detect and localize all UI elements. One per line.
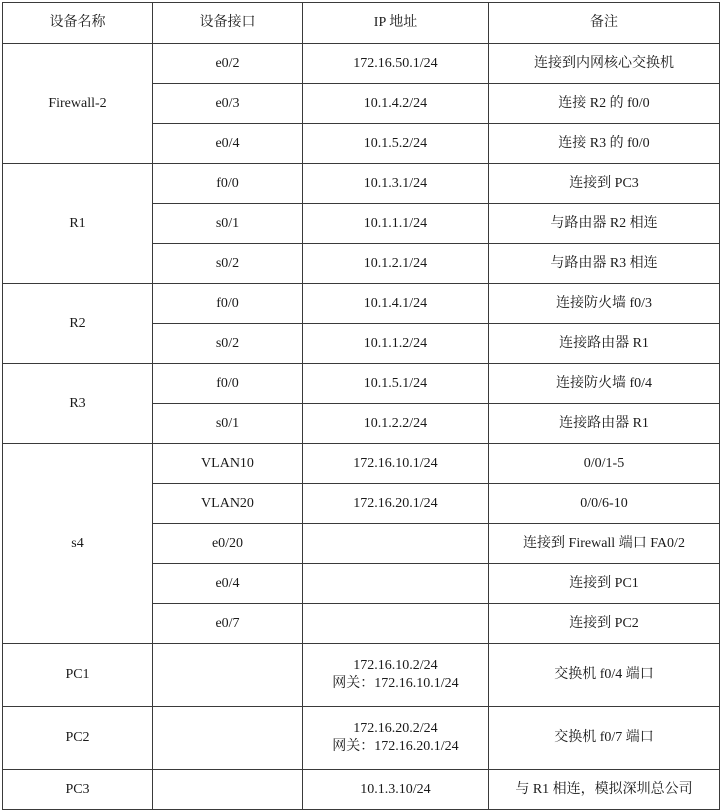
remark-cell: 连接到内网核心交换机: [489, 44, 720, 84]
ip-address-cell: 172.16.50.1/24: [303, 44, 489, 84]
table-row: [3, 707, 720, 770]
interface-cell: f0/0: [153, 284, 303, 324]
interface-cell: e0/7: [153, 604, 303, 644]
remark-cell: 连接 R2 的 f0/0: [489, 84, 720, 124]
remark-cell: 与路由器 R2 相连: [489, 204, 720, 244]
ip-address-cell: 10.1.4.2/24: [303, 84, 489, 124]
ip-address-cell: 10.1.3.1/24: [303, 164, 489, 204]
table-body: [3, 44, 720, 810]
interface-cell: s0/1: [153, 204, 303, 244]
table-row: [3, 44, 720, 84]
gateway-line: 网关：172.16.20.1/24: [332, 739, 459, 754]
device-name-cell-s4: s4: [3, 444, 153, 644]
remark-cell: 连接 R3 的 f0/0: [489, 124, 720, 164]
remark-cell: 与 R1 相连，模拟深圳总公司: [489, 770, 720, 810]
ip-address-cell: 10.1.4.1/24: [303, 284, 489, 324]
table-row: [3, 644, 720, 707]
device-name-cell-r1: R1: [3, 164, 153, 284]
ip-address-cell: [303, 524, 489, 564]
device-name-cell-r2: R2: [3, 284, 153, 364]
ip-address-cell: 10.1.5.1/24: [303, 364, 489, 404]
ip-address-cell: [303, 604, 489, 644]
ip-address-cell: [303, 644, 489, 707]
interface-cell: e0/20: [153, 524, 303, 564]
device-name-cell-pc1: PC1: [3, 644, 153, 707]
ip-address-cell: 172.16.10.1/24: [303, 444, 489, 484]
table-row: [3, 770, 720, 810]
remark-cell: 与路由器 R3 相连: [489, 244, 720, 284]
ip-address-cell: [303, 564, 489, 604]
device-address-table: [2, 2, 720, 810]
remark-cell: 连接到 Firewall 端口 FA0/2: [489, 524, 720, 564]
table-row: [3, 364, 720, 404]
remark-cell: 连接到 PC1: [489, 564, 720, 604]
remark-cell: 连接路由器 R1: [489, 404, 720, 444]
ip-address-cell: 10.1.1.1/24: [303, 204, 489, 244]
table-header-row: [3, 3, 720, 44]
table-row: [3, 164, 720, 204]
device-name-cell-pc3: PC3: [3, 770, 153, 810]
interface-cell: [153, 707, 303, 770]
remark-cell: 连接到 PC3: [489, 164, 720, 204]
interface-cell: [153, 644, 303, 707]
interface-cell: s0/2: [153, 244, 303, 284]
header-device-interface: 设备接口: [153, 3, 303, 44]
interface-cell: e0/2: [153, 44, 303, 84]
interface-cell: e0/4: [153, 124, 303, 164]
interface-cell: f0/0: [153, 164, 303, 204]
remark-cell: 连接防火墙 f0/4: [489, 364, 720, 404]
interface-cell: [153, 770, 303, 810]
header-remarks: 备注: [489, 3, 720, 44]
interface-cell: VLAN10: [153, 444, 303, 484]
remark-cell: 连接路由器 R1: [489, 324, 720, 364]
table-row: [3, 444, 720, 484]
ip-address-cell: 10.1.2.1/24: [303, 244, 489, 284]
interface-cell: s0/2: [153, 324, 303, 364]
interface-cell: VLAN20: [153, 484, 303, 524]
gateway-line: 网关：172.16.10.1/24: [332, 676, 459, 691]
header-device-name: 设备名称: [3, 3, 153, 44]
ip-address-line: 172.16.20.2/24: [353, 721, 438, 736]
ip-address-cell: 172.16.20.1/24: [303, 484, 489, 524]
remark-cell: 0/0/6-10: [489, 484, 720, 524]
remark-cell: 0/0/1-5: [489, 444, 720, 484]
interface-cell: f0/0: [153, 364, 303, 404]
header-ip-address: IP 地址: [303, 3, 489, 44]
ip-address-cell: 10.1.3.10/24: [303, 770, 489, 810]
ip-address-cell: [303, 707, 489, 770]
remark-cell: 连接到 PC2: [489, 604, 720, 644]
device-name-cell-firewall-2: Firewall-2: [3, 44, 153, 164]
interface-cell: e0/3: [153, 84, 303, 124]
interface-cell: s0/1: [153, 404, 303, 444]
remark-cell: 交换机 f0/7 端口: [489, 707, 720, 770]
remark-cell: 连接防火墙 f0/3: [489, 284, 720, 324]
ip-address-cell: 10.1.5.2/24: [303, 124, 489, 164]
remark-cell: 交换机 f0/4 端口: [489, 644, 720, 707]
device-name-cell-r3: R3: [3, 364, 153, 444]
ip-address-cell: 10.1.2.2/24: [303, 404, 489, 444]
ip-address-line: 172.16.10.2/24: [353, 658, 438, 673]
interface-cell: e0/4: [153, 564, 303, 604]
table-row: [3, 284, 720, 324]
device-name-cell-pc2: PC2: [3, 707, 153, 770]
ip-address-cell: 10.1.1.2/24: [303, 324, 489, 364]
